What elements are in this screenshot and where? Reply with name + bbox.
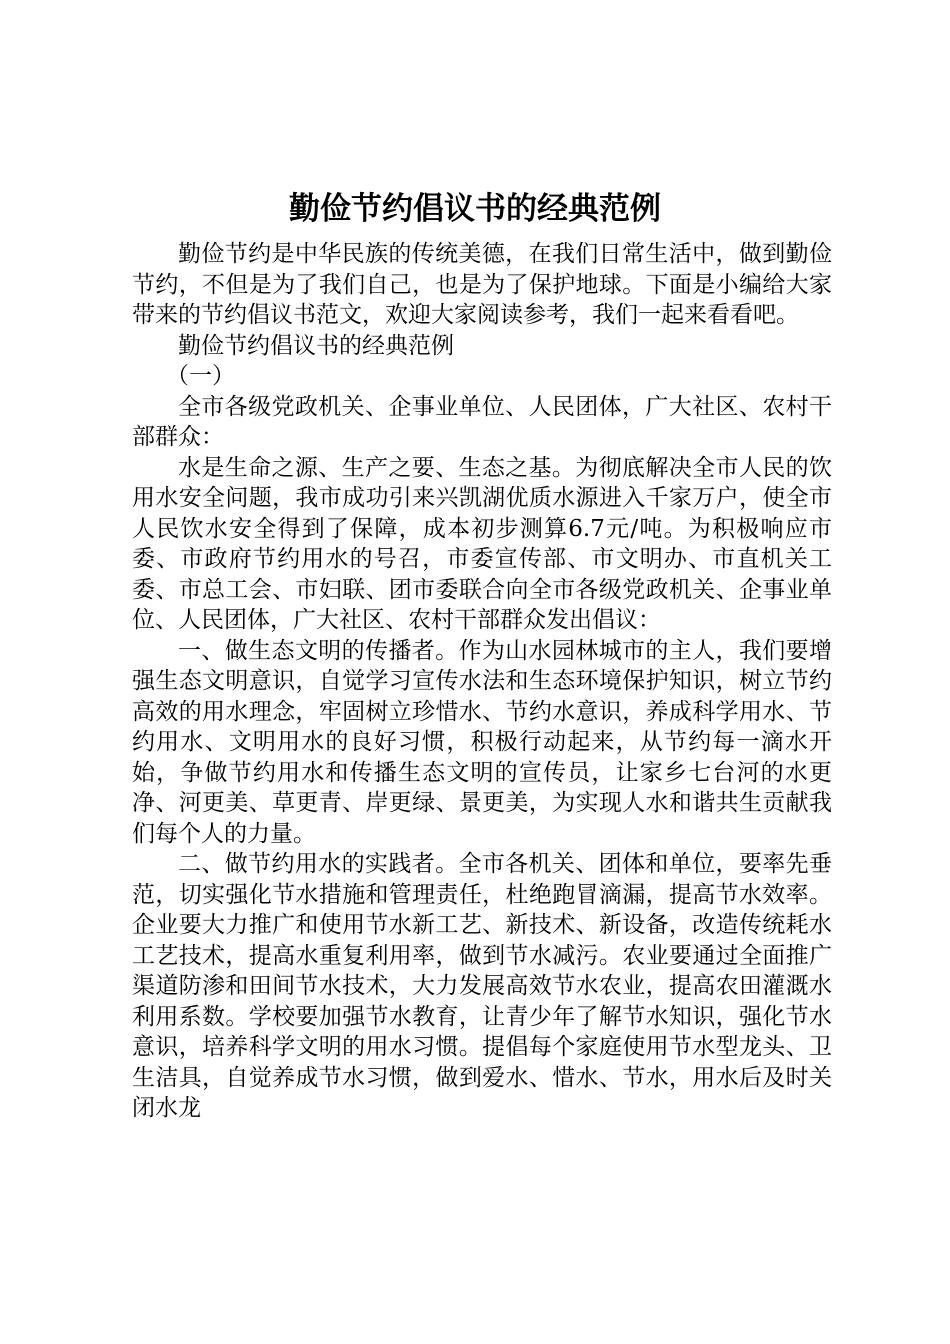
intro-paragraph: 勤俭节约是中华民族的传统美德，在我们日常生活中，做到勤俭节约，不但是为了我们自己，也是为了保护地球。下面是小编给大家带来的节约倡议书范文，欢迎大家阅读参考，我们一起来看看吧。 bbox=[132, 241, 832, 328]
document-title: 勤俭节约倡议书的经典范例 bbox=[289, 191, 661, 227]
document-body bbox=[132, 239, 832, 1124]
water-paragraph: 水是生命之源、生产之要、生态之基。为彻底解决全市人民的饮用水安全问题，我市成功引来兴凯湖优质水源进入千家万户，使全市人民饮水安全得到了保障，成本初步测算6.7元/吨。为积极响应市委、市政府节约用水的号召，市委宣传部、市文明办、市直机关工委、市总工会、市妇联、团市委联合向全市各级党政机关、企事业单位、人民团体，广大社区、农村干部群众发出倡议： bbox=[132, 454, 832, 633]
section-number: （一） bbox=[166, 363, 235, 389]
proposal-two-paragraph: 二、做节约用水的实践者。全市各机关、团体和单位，要率先垂范，切实强化节水措施和管理责任，杜绝跑冒滴漏，提高节水效率。企业要大力推广和使用节水新工艺、新技术、新设备，改造传统耗水工艺技术，提高水重复利用率，做到节水减污。农业要通过全面推广渠道防渗和田间节水技术，大力发展高效节水农业，提高农田灌溉水利用系数。学校要加强节水教育，让青少年了解节水知识，强化节水意识，培养科学文明的用水习惯。提倡每个家庭使用节水型龙头、卫生洁具，自觉养成节水习惯，做到爱水、惜水、节水，用水后及时关闭水龙 bbox=[132, 851, 832, 1121]
subtitle-line: 勤俭节约倡议书的经典范例 bbox=[178, 332, 454, 359]
proposal-one-paragraph: 一、做生态文明的传播者。作为山水园林城市的主人，我们要增强生态文明意识，自觉学习宣传水法和生态环境保护知识，树立节约高效的用水理念，牢固树立珍惜水、节约水意识，养成科学用水、节约用水、文明用水的良好习惯，积极行动起来，从节约每一滴水开始，争做节约用水和传播生态文明的宣传员，让家乡七台河的水更净、河更美、草更青、岸更绿、景更美，为实现人水和谐共生贡献我们每个人的力量。 bbox=[132, 637, 832, 847]
salutation-paragraph: 全市各级党政机关、企事业单位、人民团体，广大社区、农村干部群众： bbox=[132, 393, 832, 450]
